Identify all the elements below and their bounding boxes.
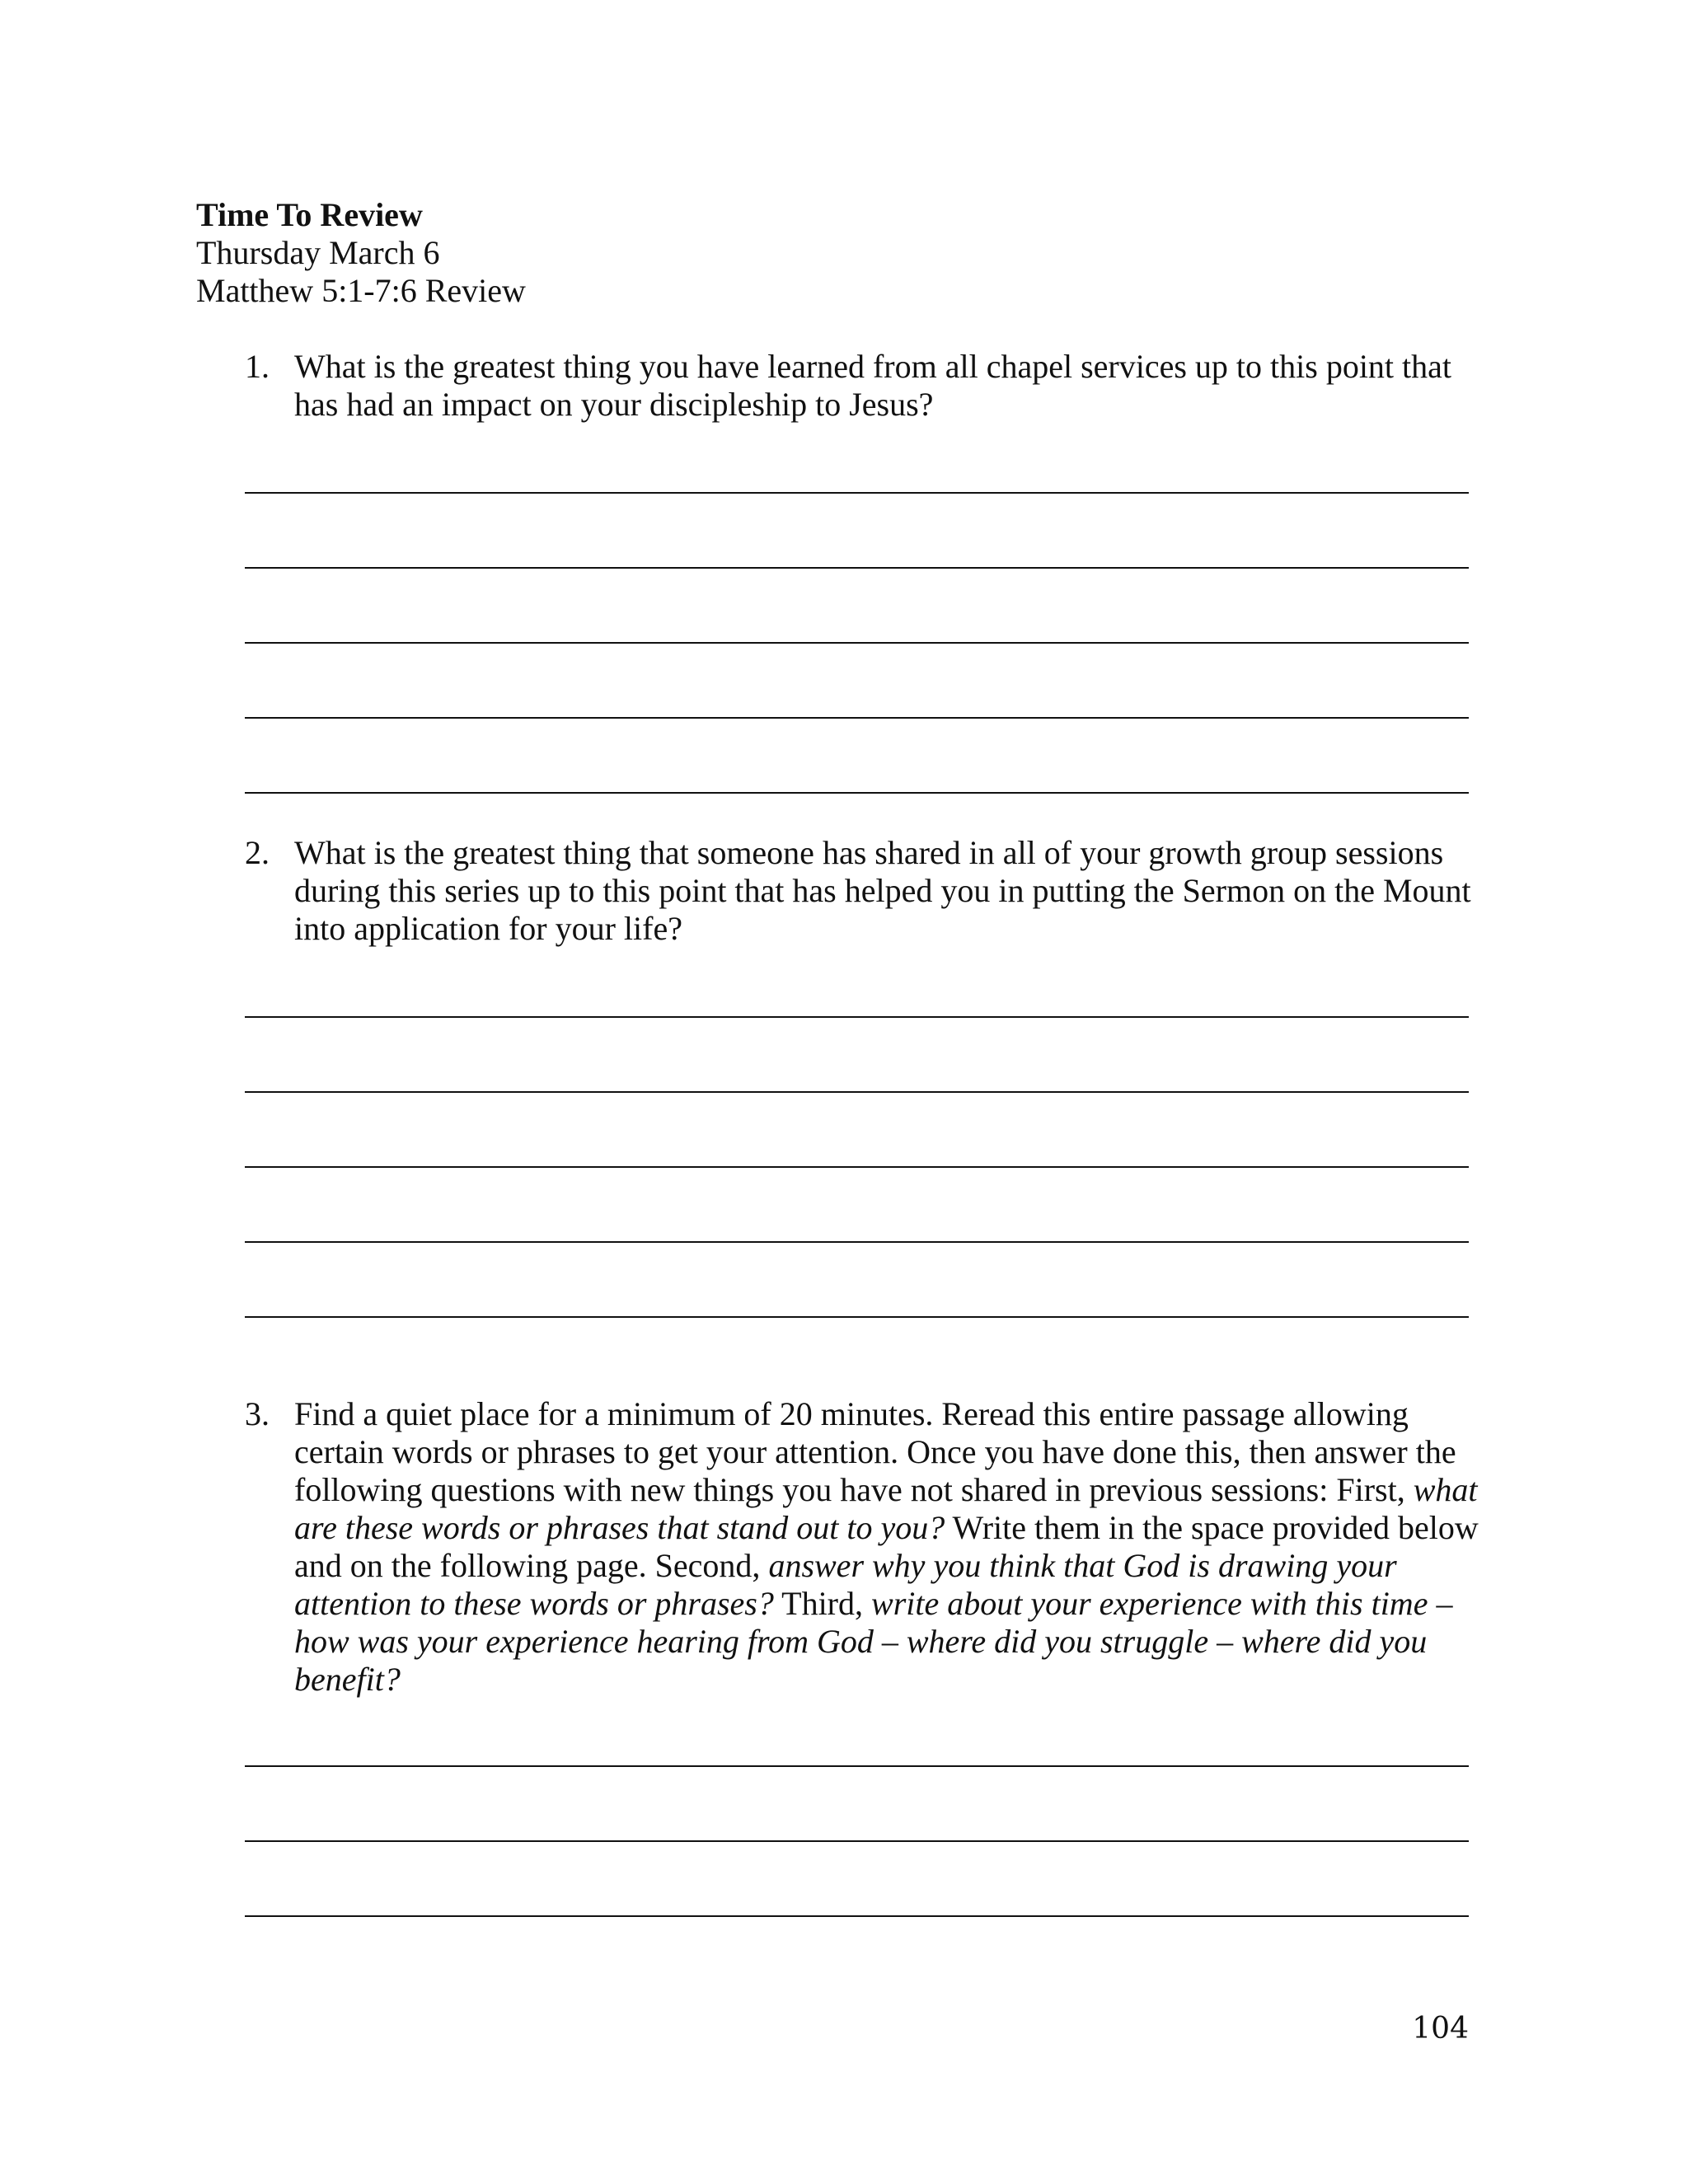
answer-line[interactable] — [245, 642, 1469, 644]
answer-line[interactable] — [245, 1316, 1469, 1318]
answer-line[interactable] — [245, 1091, 1469, 1093]
question-2 — [245, 834, 1485, 948]
page-number: 104 — [1412, 2012, 1469, 2046]
question-text-part: Third, — [773, 1585, 872, 1622]
answer-line[interactable] — [245, 1166, 1469, 1168]
question-prompt-third: write about your experience with this time – how was your experience hearing from God – where did you struggle – where did you benefit? — [294, 1585, 1453, 1698]
question-text-part: Write them in the space provided below and on the following page. Second, — [294, 1509, 1479, 1584]
date-line: Thursday March 6 — [196, 234, 440, 271]
question-number: 1. — [245, 348, 270, 385]
answer-line[interactable] — [245, 1840, 1469, 1842]
answer-line[interactable] — [245, 792, 1469, 794]
answer-line[interactable] — [245, 567, 1469, 569]
question-prompt-second: answer why you think that God is drawing your attention to these words or phrases? — [294, 1547, 1397, 1622]
answer-line[interactable] — [245, 1915, 1469, 1917]
worksheet-header — [196, 196, 1482, 310]
question-text: What is the greatest thing you have learned from all chapel services up to this point that has had an impact on your discipleship to Jesus? — [294, 348, 1452, 423]
question-text-part: Find a quiet place for a minimum of 20 minutes. Reread this entire passage allowing certain words or phrases to get your attention. Once you have done this, then answer the following questions with new things you have not shared in previous sessions: First, — [294, 1395, 1456, 1508]
page-title: Time To Review — [196, 196, 423, 233]
question-number: 3. — [245, 1395, 270, 1432]
question-1 — [245, 348, 1485, 424]
question-text: What is the greatest thing that someone has shared in all of your growth group sessions during this series up to this point that has helped you in putting the Sermon on the Mount into application for your life? — [294, 834, 1471, 947]
question-3 — [245, 1395, 1485, 1699]
answer-line[interactable] — [245, 1765, 1469, 1767]
answer-line[interactable] — [245, 1241, 1469, 1243]
answer-line[interactable] — [245, 492, 1469, 494]
scripture-passage: Matthew 5:1-7:6 Review — [196, 272, 526, 309]
question-text — [294, 1395, 1485, 1699]
question-prompt-first: what are these words or phrases that stand out to you? — [294, 1471, 1478, 1546]
question-number: 2. — [245, 834, 270, 871]
answer-line[interactable] — [245, 717, 1469, 719]
answer-line[interactable] — [245, 1016, 1469, 1018]
